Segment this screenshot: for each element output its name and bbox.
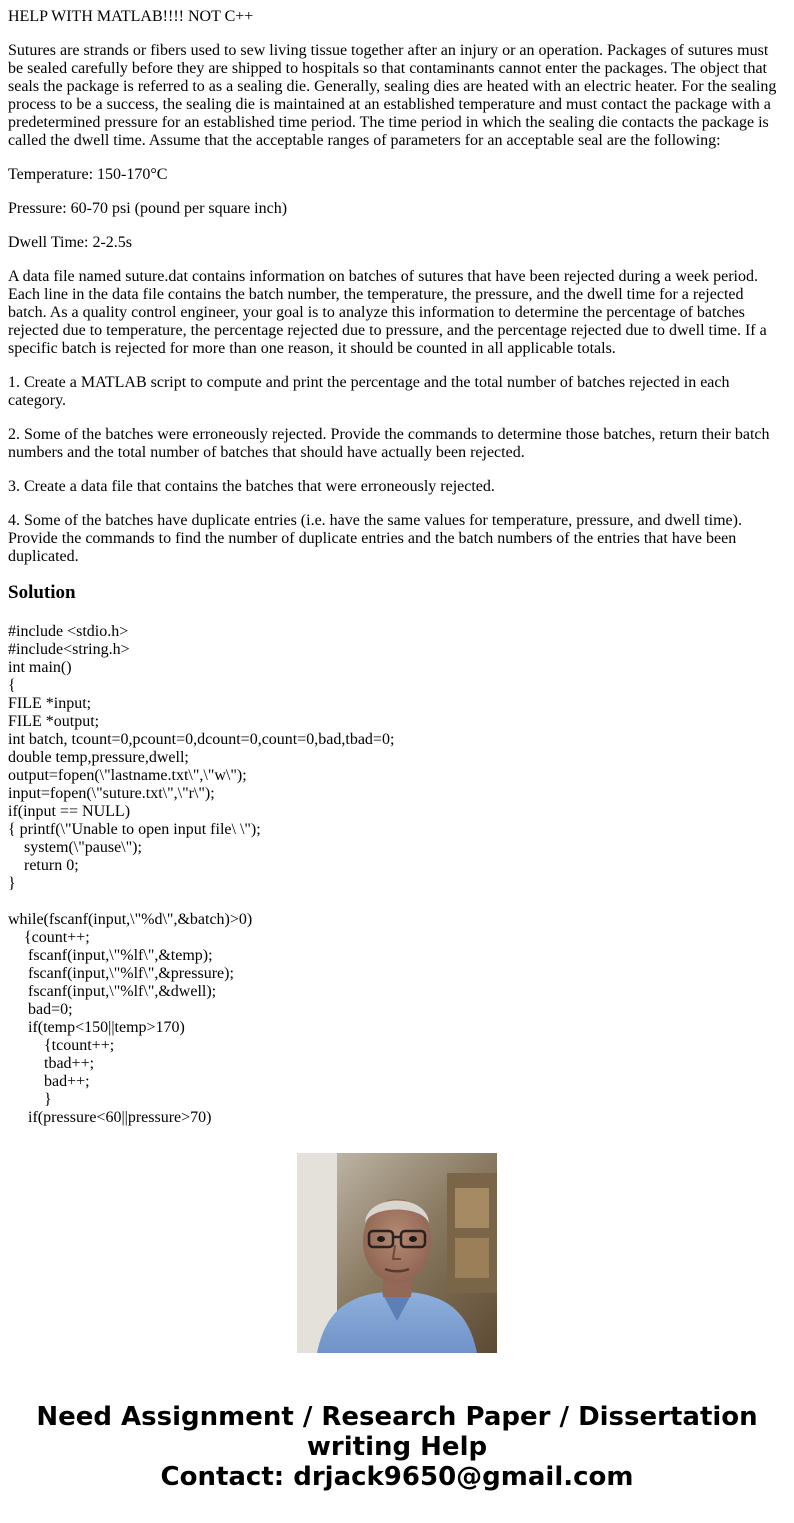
task-4: 4. Some of the batches have duplicate entries (i.e. have the same values for temperature, pressure, and dwell time). Provide the commands to find the number of duplicate entries and the batch numbers of the entries that have been duplicated. [8,512,742,565]
task-3: 3. Create a data file that contains the batches that were erroneously rejected. [8,478,495,495]
question-title: HELP WITH MATLAB!!!! NOT C++ [8,8,254,25]
pressure-range: Pressure: 60-70 psi (pound per square inch) [8,200,288,217]
promo-line-1: Need Assignment / Research Paper / Dissertation [36,1402,758,1432]
intro-paragraph: Sutures are strands or fibers used to sew living tissue together after an injury or an operation. Packages of sutures must be sealed carefully before they are shipped to hospitals so that contaminants cannot enter the packages. The object that seals the package is referred to as a sealing die. Generally, sealing dies are heated with an electric heater. For the sealing process to be a success, the sealing die is maintained at an established temperature and must contact the package with a predetermined pressure for an established time period. The time period in which the sealing die contacts the package is called the dwell time. Assume that the acceptable ranges of parameters for an acceptable seal are the following: [8,42,777,149]
promo-line-2: writing Help [306,1432,488,1462]
task-2: 2. Some of the batches were erroneously rejected. Provide the commands to determine those batches, return their batch numbers and the total number of batches that should have actually been rejected. [8,426,770,461]
dwell-range: Dwell Time: 2-2.5s [8,234,133,251]
promo-contact: Contact: drjack9650@gmail.com [160,1462,634,1492]
datafile-paragraph: A data file named suture.dat contains information on batches of sutures that have been rejected during a week period. Each line in the data file contains the batch number, the temperature, the pressure, and the dwell time for a rejected batch. As a quality control engineer, your goal is to analyze this information to determine the percentage of batches rejected due to temperature, the percentage rejected due to pressure, and the percentage rejected due to dwell time. If a specific batch is rejected for more than one reason, it should be counted in all applicable totals. [8,268,767,357]
promo-banner [0,1402,794,1492]
solution-code: #include <stdio.h> #include<string.h> int main() { FILE *input; FILE *output; int batch, tcount=0,pcount=0,dcount=0,count=0,bad,tbad=0; double temp,pressure,dwell; output=fopen(\"lastname.txt\",\"w\"); input=fopen(\"suture.txt\",\"r\"); if(input == NULL) { printf(\"Unable to open input file\ \"); system(\"pause\"); return 0; } while(fscanf(input,\"%d\",&batch)>0) {count++; fscanf(input,\"%lf\",&temp); fscanf(input,\"%lf\",&pressure); fscanf(input,\"%lf\",&dwell); bad=0; if(temp<150||temp>170) {tcount++; tbad++; bad++; } if(pressure<60||pressure>70) [8,623,395,1126]
question-content [8,8,782,1126]
temperature-range: Temperature: 150-170°C [8,166,168,183]
author-photo [297,1153,497,1353]
author-avatar [297,1153,497,1353]
solution-heading: Solution [8,582,76,603]
task-1: 1. Create a MATLAB script to compute and print the percentage and the total number of batches rejected in each category. [8,374,730,409]
